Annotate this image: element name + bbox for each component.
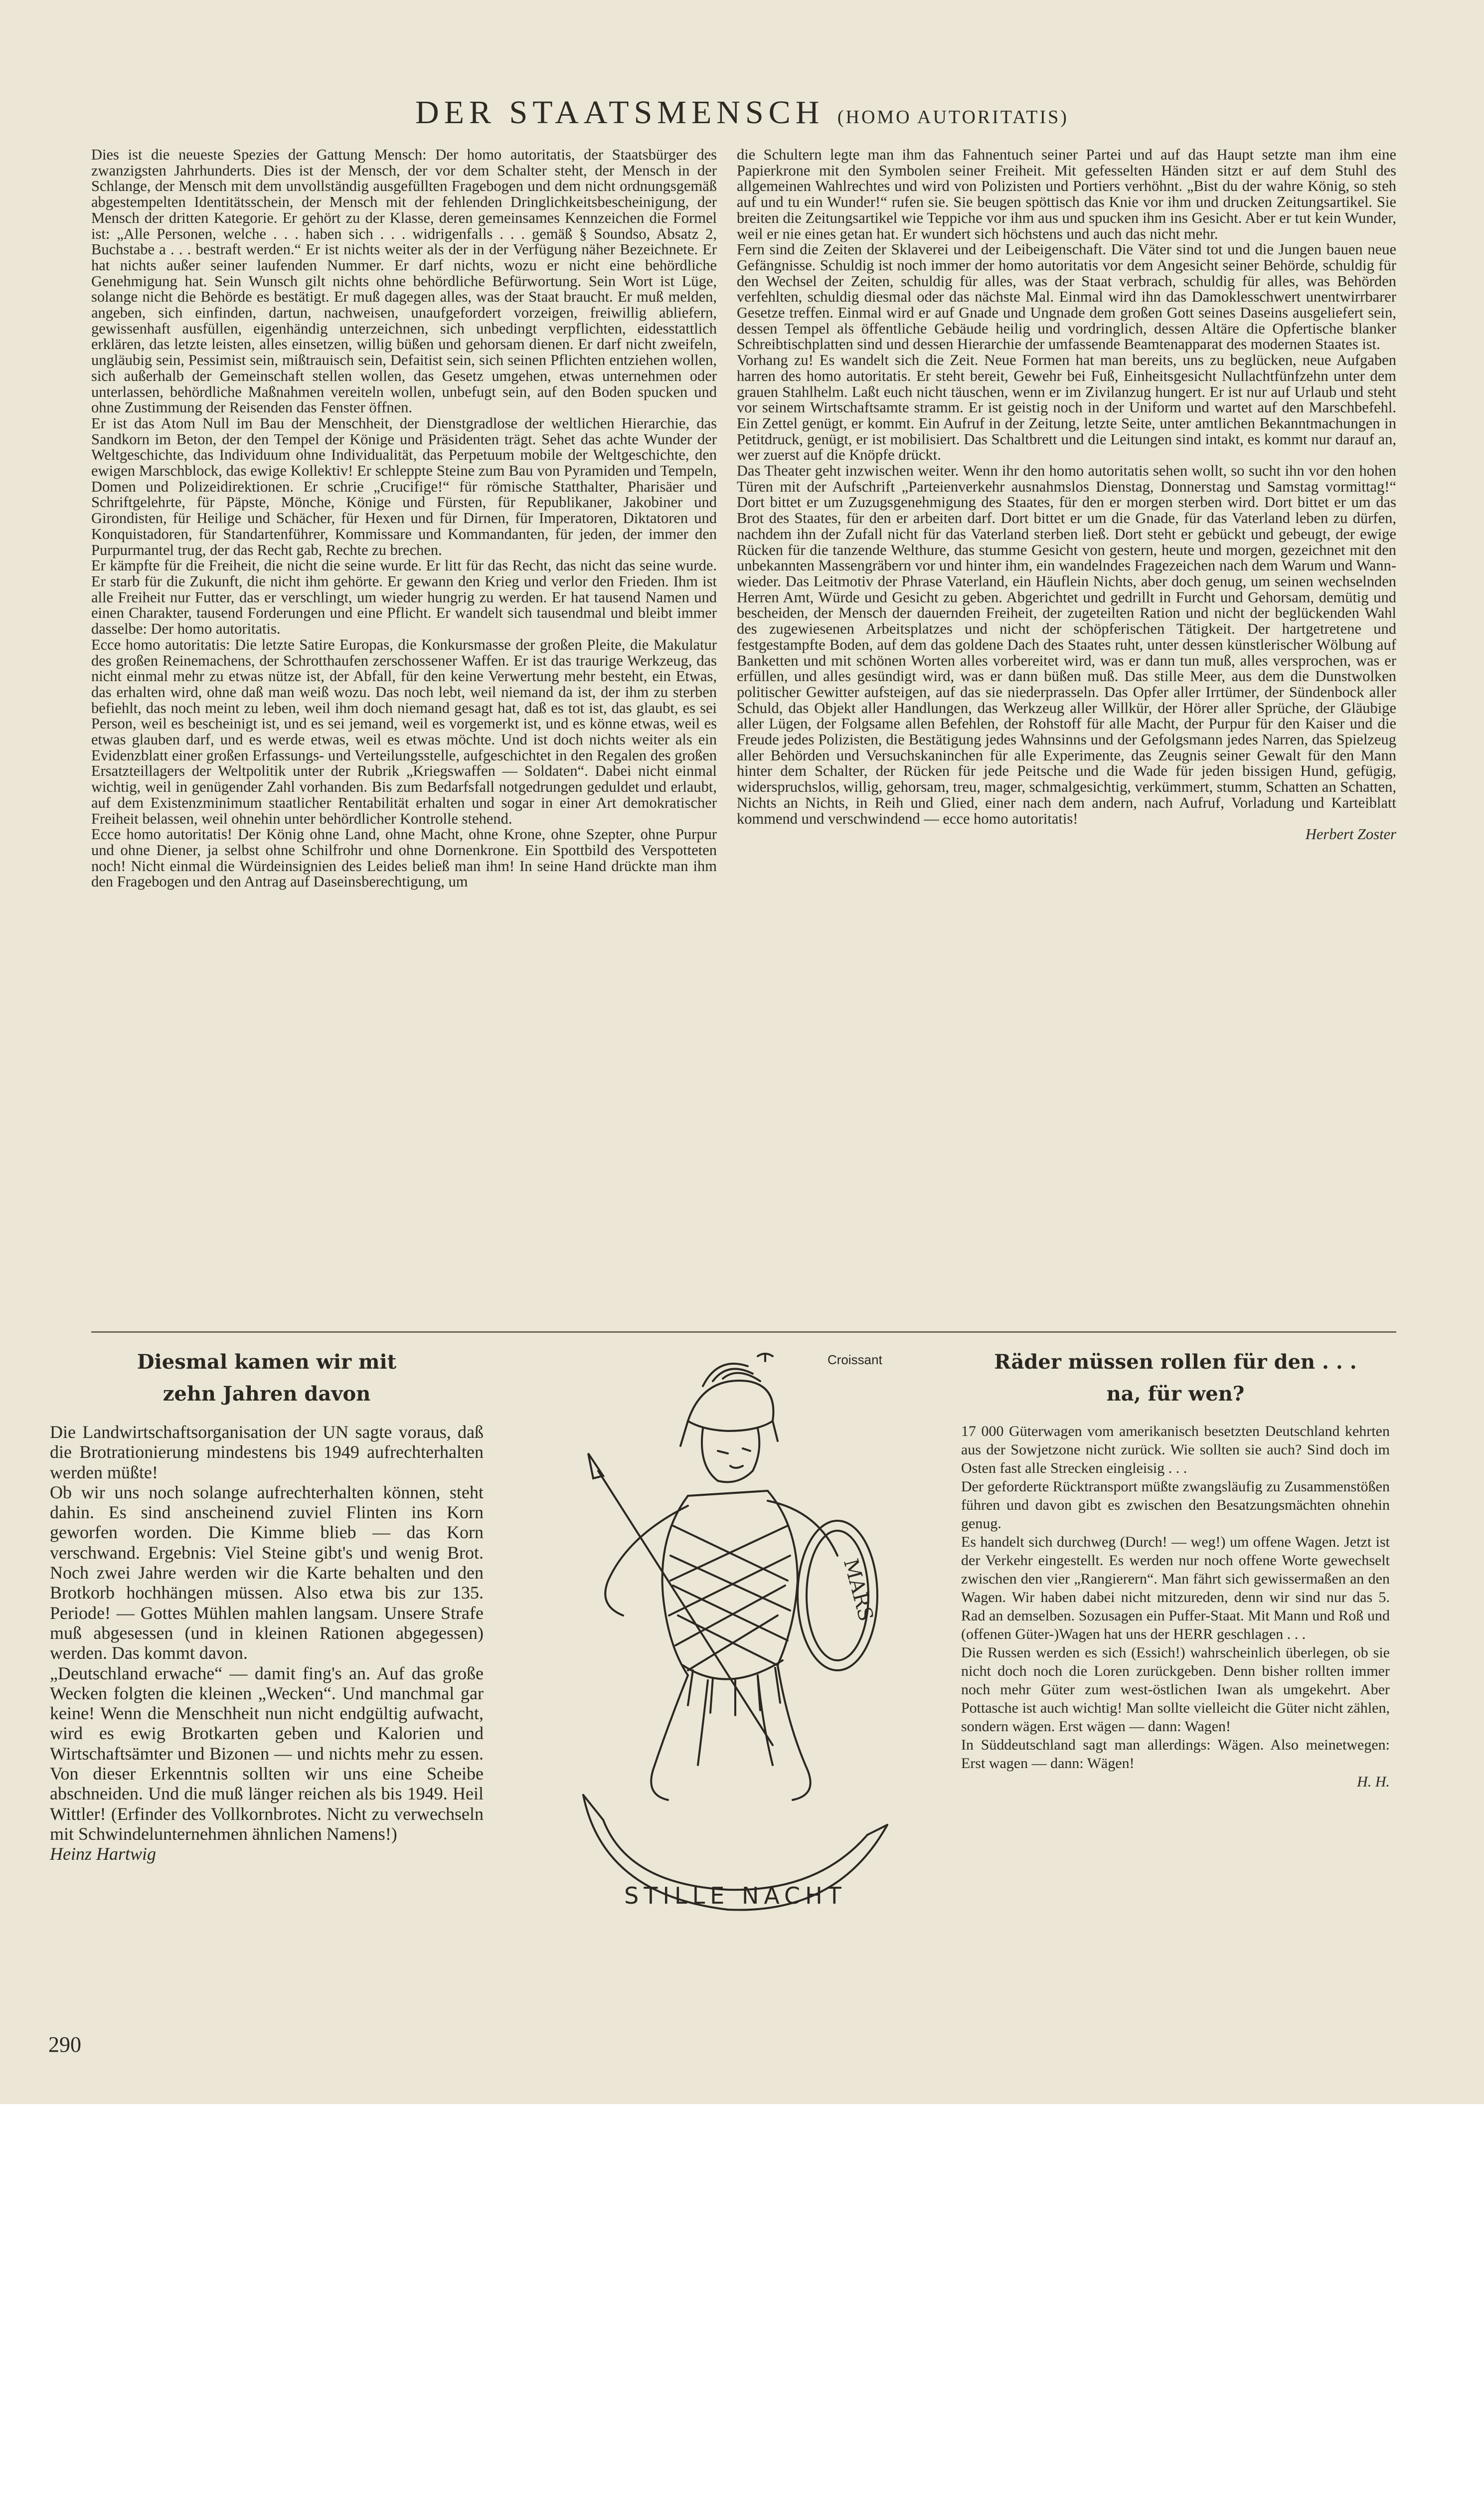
article-author: Herbert Zoster bbox=[1305, 826, 1396, 843]
section-divider bbox=[91, 1331, 1396, 1333]
article-paragraph: Er ist das Atom Null im Bau der Menschheit, der Dienstgradlose der weltlichen Hierarchie, das Sandkorn im Beton, der den Tempel der Könige und Präsidenten trägt. Sehet das achte Wunder der Weltgeschichte, das Individuum ohne Individualität, das Perpetuum mobile der Weltgeschichte, den ewigen Marschblock, das ewige Kollektiv! Er schleppte Steine zum Bau von Pyramiden und Tempeln, Domen und Polizeidirektionen. Er schrie „Crucifige!“ für römische Statthalter, Pharisäer und Schriftgelehrte, für Päpste, Mönche, Könige und Fürsten, für Republikaner, Jakobiner und Girondisten, für Heilige und Schächer, für Hexen und für Dirnen, für Imperatoren, Diktatoren und Konquistadoren, für Standartenführer, Kommissare und Kommandanten, für jeden, der immer den Purpurmantel trug, der das Recht gab, Rechte zu brechen. bbox=[91, 414, 717, 558]
feature-left-paragraph: „Deutschland erwache“ — damit fing's an. Auf das große Wecken folgten die kleinen „Wecken“. Und manchmal gar keine! Wenn die Menschheit nun nicht endgültig aufwacht, wird es ewig Brotkarten geben und Kalorien und Wirtschaftsämter und Bizonen — und nichts mehr zu essen. Von dieser Erkenntnis sollten wir uns eine Scheibe abschneiden. Und die muß länger reichen als bis 1949. Heil Wittler! (Erfinder des Vollkornbrotes. Nicht zu verwechseln mit Schwindelunternehmen ähnlichen Namens!) bbox=[50, 1663, 484, 1844]
feature-right-author: H. H. bbox=[1357, 1774, 1390, 1790]
feature-left-paragraph: Ob wir uns noch solange aufrechterhalten können, steht dahin. Es sind anscheinend zuviel Flinten ins Korn geworfen worden. Die Kimme blieb — das Korn verschwand. Ergebnis: Viel Steine gibt's und wenig Brot. Noch zwei Jahre werden wir die Karte behalten und den Brotkorb hochhängen müssen. Also etwa bis zur 135. Periode! — Gottes Mühlen mahlen langsam. Unsere Strafe muß abgesessen (und in kleinen Rationen abgegessen) werden. Das kommt davon. bbox=[50, 1482, 484, 1663]
page-number: 290 bbox=[48, 2032, 81, 2057]
page-title bbox=[0, 94, 1484, 132]
article-left-column bbox=[91, 147, 717, 890]
shield-text: MARS bbox=[838, 1556, 878, 1624]
feature-right-paragraph: In Süddeutschland sagt man allerdings: Wägen. Also meinetwegen: Erst wagen — dann: Wägen! bbox=[961, 1737, 1390, 1772]
feature-right-title-line: na, für wen? bbox=[1106, 1382, 1245, 1406]
feature-left bbox=[50, 1346, 484, 1864]
feature-left-heading bbox=[50, 1346, 484, 1410]
feature-right-title-line: Räder müssen rollen für den . . . bbox=[994, 1350, 1357, 1374]
footer-bar bbox=[0, 2104, 1484, 2269]
article-paragraph: Vorhang zu! Es wandelt sich die Zeit. Neue Formen hat man bereits, uns zu beglücken, neue Aufgaben harren des homo autoritatis. Er steht bereit, Gewehr bei Fuß, Einheitsgesicht Nullachtfünfzehn unter dem grauen Stahlhelm. Laßt euch nicht täuschen, wenn er im Zivilanzug hungert. Er ist nur auf Urlaub und steht vor seinem Wirtschaftsamte stramm. Er ist geistig noch in der Uniform und wartet auf den Marschbefehl. Ein Zettel genügt, er kommt. Ein Aufruf in der Zeitung, letzte Seite, unter amtlichen Bekanntmachungen in Petitdruck, genügt, er ist mobilisiert. Das Schaltbrett und die Leitungen sind intakt, es kommt nur darauf an, wer zuerst auf die Knöpfe drückt. bbox=[737, 352, 1396, 464]
mars-illustration bbox=[538, 1346, 927, 1964]
article-paragraph: Er kämpfte für die Freiheit, die nicht die seine wurde. Er litt für das Recht, das nicht das seine wurde. Er starb für die Zukunft, die nicht ihm gehörte. Er gewann den Krieg und verlor den Frieden. Ihm ist alle Freiheit nur Futter, das er verschlingt, um wieder hungrig zu werden. Er hat tausend Namen und einen Charakter, tausend Forderungen und eine Pflicht. Er wandelt sich tausendmal und bleibt immer dasselbe: Der homo autoritatis. bbox=[91, 557, 717, 638]
feature-right-heading bbox=[961, 1346, 1390, 1410]
feature-left-title-line: Diesmal kamen wir mit bbox=[137, 1350, 397, 1374]
article-paragraph: Dies ist die neueste Spezies der Gattung Mensch: Der homo autoritatis, der Staatsbürger des zwanzigsten Jahrhunderts. Dies ist der Mensch, der vor dem Schalter steht, der Mensch in der Schlange, der Mensch mit dem unvollständig ausgefüllten Fragebogen und dem nicht ordnungsgemäß abgestempelten Identitätsschein, der Mensch mit der fehlenden Dringlichkeitsbescheinigung, der Mensch der dritten Kategorie. Er gehört zu der Klasse, deren gemeinsames Kennzeichen die Formel ist: „Alle Personen, welche . . . haben sich . . . widrigenfalls . . . gemäß § Soundso, Absatz 2, Buchstabe a . . . bestraft werden.“ Er ist nichts weiter als der in der Verfügung näher Bezeichnete. Er hat nichts außer seiner laufenden Nummer. Er darf nichts, wozu er nicht eine behördliche Genehmigung hat. Sein Wunsch gilt nichts ohne behördliche Befürwortung. Sein Wort ist Lüge, solange nicht die Behörde es bestätigt. Er muß dagegen alles, was der Staat braucht. Er muß melden, angeben, sich einfinden, dartun, nachweisen, unaufgefordert vorzeigen, freiwillig abliefern, gewissenhaft ausfüllen, eigenhändig unterzeichnen, sich unbedingt verpflichten, eidesstattlich erklären, das letzte leisten, alles einsetzen, willig büßen und gehorsam dienen. Er darf nicht zweifeln, ungläubig sein, Pessimist sein, mißtrauisch sein, Defaitist sein, sich seinen Pflichten entziehen wollen, sich außerhalb der Gemeinschaft stellen wollen, das Gesetz umgehen, etwas unternehmen oder unterlassen, behördliche Maßnahmen vereiteln wollen, unbefugt sein, auf den Boden spucken und ohne Zustimmung der Reisenden das Fenster öffnen. bbox=[91, 146, 717, 416]
article-right-column bbox=[737, 147, 1396, 843]
banner-text: STILLE NACHT bbox=[624, 1882, 846, 1909]
title-main: DER STAATSMENSCH bbox=[415, 94, 824, 131]
feature-left-author: Heinz Hartwig bbox=[50, 1844, 157, 1864]
article-paragraph: Fern sind die Zeiten der Sklaverei und der Leibeigenschaft. Die Väter sind tot und die Jungen bauen neue Gefängnisse. Schuldig ist noch immer der homo autoritatis vor dem Angesicht seiner Behörde, schuldig für den Wechsel der Zeiten, schuldig für alles, was der Staat verbrach, schuldig für alles, was Behörden verfehlten, schuldig diesmal oder das nächste Mal. Einmal wird ihn das Damoklesschwert unentwirrbarer Gesetze treffen. Einmal wird er auf Gnade und Ungnade dem großen Gott seines Daseins ausgeliefert sein, dessen Tempel als öffentliche Gebäude heilig und vordringlich, dessen Altäre die Opfertische blanker Schreibtischplatten sind und dessen Hierarchie der umfassende Beamtenapparat des modernen Staates ist. bbox=[737, 241, 1396, 353]
article-paragraph: die Schultern legte man ihm das Fahnentuch seiner Partei und auf das Haupt setzte man ihm eine Papierkrone mit den Symbolen seiner Freiheit. Mit gefesselten Händen sitzt er auf dem Stuhl des allgemeinen Wahlrechtes und wird von Polizisten und Portiers verhöhnt. „Bist du der wahre König, so steh auf und tu ein Wunder!“ rufen sie. Sie beugen spöttisch das Knie vor ihm und drucken Zeitungsartikel. Sie breiten die Zeitungsartikel wie Teppiche vor ihm aus und spucken ihm ins Gesicht. Aber er tut kein Wunder, weil er nie eines getan hat. Er wundert sich höchstens und auch das nicht mehr. bbox=[737, 146, 1396, 242]
feature-right-paragraph: Die Russen werden es sich (Essich!) wahrscheinlich überlegen, ob sie nicht doch noch die Loren zurückgeben. Denn bisher rollten immer noch mehr Güter zum west-östlichen Iwan als umgekehrt. Aber Pottasche ist auch wichtig! Man sollte vielleicht die Güter nicht zählen, sondern wägen. Erst wägen — dann: Wagen! bbox=[961, 1644, 1390, 1735]
feature-right-paragraph: Es handelt sich durchweg (Durch! — weg!) um offene Wagen. Jetzt ist der Verkehr eingestellt. Es werden nur noch offene Worte gewechselt zwischen den vier „Rangierern“. Man fährt sich gewissermaßen an den Wagen. Wir haben dabei nicht mitzureden, denn wir sind nur das 5. Rad an demselben. Sozusagen ein Puffer-Staat. Mit Mann und Roß und (offenen Güter-)Wagen hat uns der HERR geschlagen . . . bbox=[961, 1534, 1390, 1642]
article-paragraph: Das Theater geht inzwischen weiter. Wenn ihr den homo autoritatis sehen wollt, so sucht ihn vor den hohen Türen mit der Aufschrift „Parteienverkehr ausnahmslos Dienstag, Donnerstag und Samstag vormittag!“ Dort bittet er um Zuzugsgenehmigung des Staates, für den er morgen sterben wird. Dort bittet er um das Brot des Staates, für den er arbeiten darf. Dort bittet er um die Gnade, für das Vaterland leben zu dürfen, nachdem ihn der Zufall nicht für das Vaterland sterben ließ. Dort steht er gebückt und gebeugt, der ewige Rücken für die tanzende Welthure, das stumme Gesicht von gestern, heute und morgen, gezeichnet mit den unbekannten Massengräbern vor und hinter ihm, ein wandelndes Fragezeichen nach dem Warum und Wann-wieder. Das Leitmotiv der Phrase Vaterland, ein Häuflein Nichts, aber doch genug, um seinen wechselnden Herren Amt, Würde und Gesicht zu geben. Abgerichtet und gedrillt in Furcht und Gehorsam, demütig und bescheiden, der Mensch der dauernden Freiheit, der zugeteilten Ration und nicht der beglückenden Wahl des zugewiesenen Arbeitsplatzes und nicht der schöpferischen Tätigkeit. Der hartgetretene und festgestampfte Boden, auf dem das goldene Dach des Staates ruht, unter dessen künstlerischer Wölbung auf Banketten und mit schönen Worten alles vorbereitet wird, was er dann tun muß, alles versprochen, was er erfüllen, und alles gesündigt wird, was er dann büßen muß. Das stille Meer, aus dem die Dunstwolken politischer Gewitter aufsteigen, auf das sie niederprasseln. Das Opfer aller Irrtümer, der Sündenbock aller Schuld, das Objekt aller Handlungen, das Werkzeug aller Willkür, der Hörer aller Sprüche, der Gläubige aller Lügen, der Folgsame allen Befehlen, der Rohstoff für alle Macht, der Purpur für den Kaiser und die Freude jedes Polizisten, die Bestätigung jedes Wahnsinns und der Gefolgsmann jedes Narren, das Spielzeug aller Behörden und Versuchskaninchen für alle Experimente, das Zeugnis seiner Gewalt für den Mann hinter dem Schalter, der Rücken für jede Peitsche und die Wade für jeden bissigen Hund, gefügig, widerspruchslos, willig, gehorsam, treu, mager, schmalgesichtig, verkümmert, stumm, Schatten an Schatten, Nichts an Nichts, in Reih und Glied, einer nach dem andern, nach Aufruf, Vorladung und Karteiblatt kommend und verschwindend — ecce homo autoritatis! bbox=[737, 462, 1396, 827]
feature-right-paragraph: Der geforderte Rücktransport müßte zwangsläufig zu Zusammenstößen führen und davon gibt es zwischen den Besatzungsmächten ohnehin genug. bbox=[961, 1478, 1390, 1532]
article-paragraph: Ecce homo autoritatis: Die letzte Satire Europas, die Konkursmasse der großen Pleite, die Makulatur des großen Reinemachens, der Schrotthaufen zerschossener Waffen. Er ist das traurige Werkzeug, das nicht einmal mehr zu etwas nütze ist, der Abfall, für den keine Verwertung mehr besteht, ein Etwas, das erhalten wird, ohne daß man weiß wozu. Das noch lebt, weil niemand da ist, der ihm zu sterben befiehlt, das noch meint zu leben, weil ihm doch niemand gesagt hat, daß es tot ist, das glaubt, es sei Person, weil es bescheinigt ist, und es sei jemand, weil es vorgemerkt ist, und es könne etwas, weil es etwas glauben darf, und es werde etwas, weil es etwas möchte. Und ist doch nichts weiter als ein Evidenzblatt einer großen Erfassungs- und Verteilungsstelle, aufgeschichtet in den Regalen des großen Ersatzteillagers der Weltpolitik unter der Rubrik „Kriegswaffen — Soldaten“. Dabei nicht einmal wichtig, weil in genügender Zahl vorhanden. Bis zum Bedarfsfall notgedrungen geduldet und erlaubt, auf dem Existenzminimum staatlicher Rentabilität erhalten und sogar in einer Art demokratischer Freiheit belassen, weil ohnehin unter behördlicher Kontrolle stehend. bbox=[91, 636, 717, 827]
illustration-credit: Croissant bbox=[827, 1352, 882, 1367]
title-subtitle: (HOMO AUTORITATIS) bbox=[837, 107, 1069, 128]
article-paragraph: Ecce homo autoritatis! Der König ohne Land, ohne Macht, ohne Krone, ohne Szepter, ohne Purpur und ohne Diener, ja selbst ohne Schilfrohr und ohne Dornenkrone. Ein Spottbild des Verspotteten noch! Nicht einmal die Würdeinsignien des Leides beließ man ihm! In seine Hand drückte man ihm den Fragebogen und den Antrag auf Daseinsberechtigung, um bbox=[91, 826, 717, 890]
feature-left-paragraph: Die Landwirtschaftsorganisation der UN sagte voraus, daß die Brotrationierung mindestens bis 1949 aufrechterhalten werden müßte! bbox=[50, 1422, 484, 1482]
feature-right bbox=[961, 1346, 1390, 1791]
feature-right-paragraph: 17 000 Güterwagen vom amerikanisch besetzten Deutschland kehrten aus der Sowjetzone nicht zurück. Wie sollten sie auch? Sind doch im Osten fast alle Strecken eingleisig . . . bbox=[961, 1423, 1390, 1476]
feature-left-title-line: zehn Jahren davon bbox=[163, 1382, 371, 1406]
